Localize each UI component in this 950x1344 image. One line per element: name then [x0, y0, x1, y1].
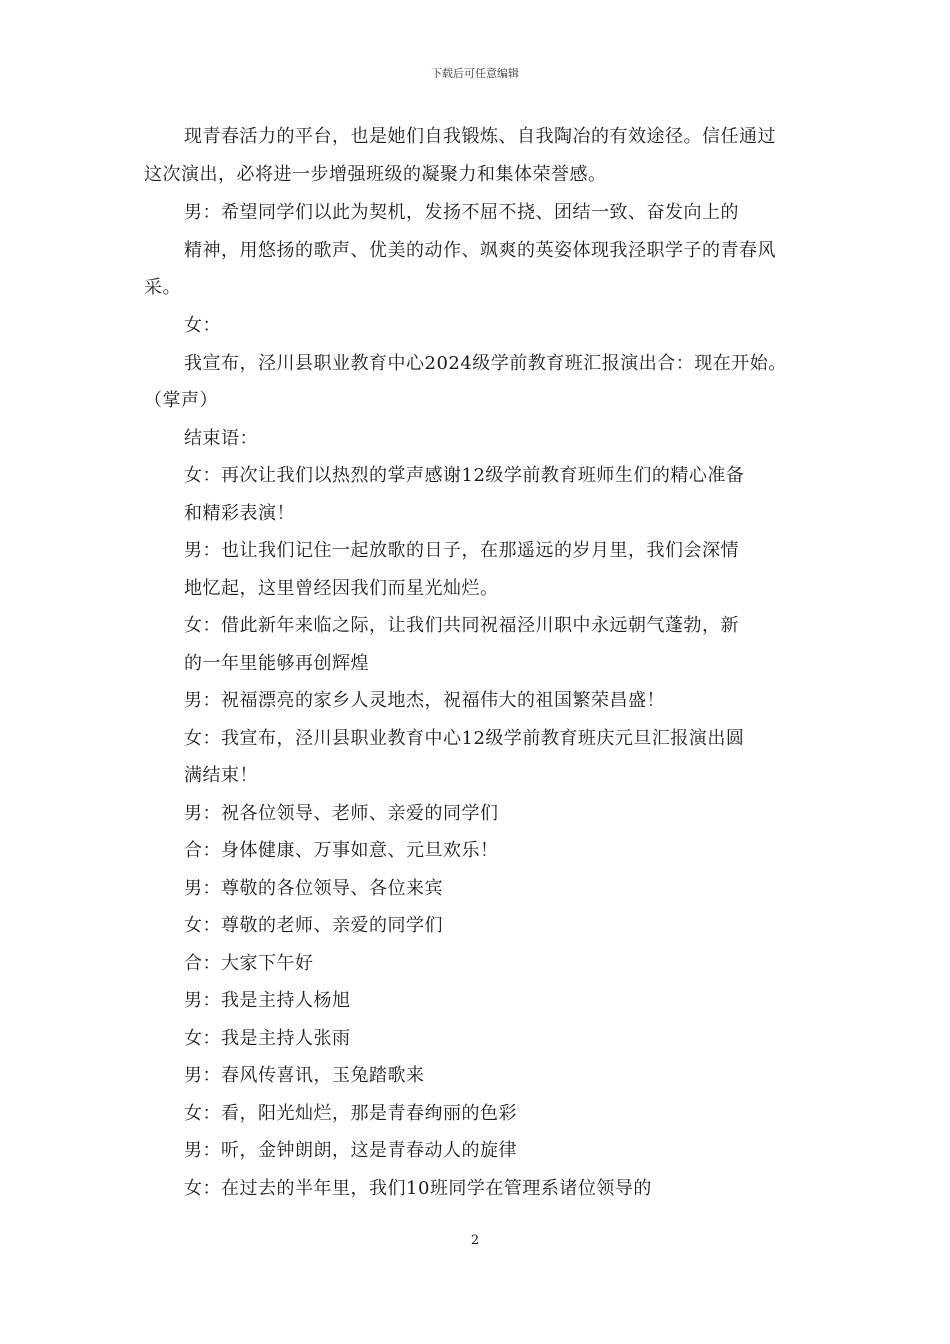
- text-line: 女：尊敬的老师、亲爱的同学们: [184, 915, 443, 936]
- text-line: 男：听，金钟朗朗，这是青春动人的旋律: [184, 1140, 517, 1161]
- text-line: 这次演出，必将进一步增强班级的凝聚力和集体荣誉感。: [144, 164, 607, 185]
- text-line: 女：我宣布，泾川县职业教育中心12级学前教育班庆元旦汇报演出圆: [184, 728, 745, 749]
- text-line: 男：尊敬的各位领导、各位来宾: [184, 878, 443, 899]
- page-number: 2: [470, 1233, 480, 1248]
- text-line: 男：我是主持人杨旭: [184, 990, 351, 1011]
- text-line: 我宣布，泾川县职业教育中心2024级学前教育班汇报演出合：现在开始。: [184, 353, 787, 374]
- text-line: 女：看，阳光灿烂，那是青春绚丽的色彩: [184, 1103, 517, 1124]
- text-line: 男：希望同学们以此为契机，发扬不屈不挠、团结一致、奋发向上的: [184, 202, 739, 223]
- text-line: 女：在过去的半年里，我们10班同学在管理系诸位领导的: [184, 1178, 652, 1199]
- text-line: 合：大家下午好: [184, 953, 314, 974]
- text-line: 男：春风传喜讯，玉兔踏歌来: [184, 1065, 425, 1086]
- text-line: 和精彩表演！: [184, 503, 295, 524]
- text-line: 女：再次让我们以热烈的掌声感谢12级学前教育班师生们的精心准备: [184, 465, 745, 486]
- text-line: 结束语：: [184, 428, 258, 449]
- text-line: 男：祝福漂亮的家乡人灵地杰，祝福伟大的祖国繁荣昌盛！: [184, 690, 665, 711]
- page-header: 下载后可任意编辑: [431, 67, 519, 80]
- text-line: 女：: [184, 315, 221, 336]
- text-line: 的一年里能够再创辉煌: [184, 653, 369, 674]
- text-line: （掌声）: [144, 390, 218, 411]
- text-line: 采。: [144, 277, 181, 298]
- text-line: 男：祝各位领导、老师、亲爱的同学们: [184, 803, 499, 824]
- text-line: 女：借此新年来临之际，让我们共同祝福泾川职中永远朝气蓬勃，新: [184, 615, 739, 636]
- text-line: 满结束！: [184, 765, 258, 786]
- text-line: 地忆起，这里曾经因我们而星光灿烂。: [184, 578, 499, 599]
- text-line: 精神，用悠扬的歌声、优美的动作、飒爽的英姿体现我泾职学子的青春风: [184, 240, 776, 261]
- text-line: 现青春活力的平台，也是她们自我锻炼、自我陶冶的有效途径。信任通过: [184, 126, 776, 147]
- text-line: 男：也让我们记住一起放歌的日子，在那遥远的岁月里，我们会深情: [184, 540, 739, 561]
- text-line: 女：我是主持人张雨: [184, 1028, 351, 1049]
- text-line: 合：身体健康、万事如意、元旦欢乐！: [184, 840, 499, 861]
